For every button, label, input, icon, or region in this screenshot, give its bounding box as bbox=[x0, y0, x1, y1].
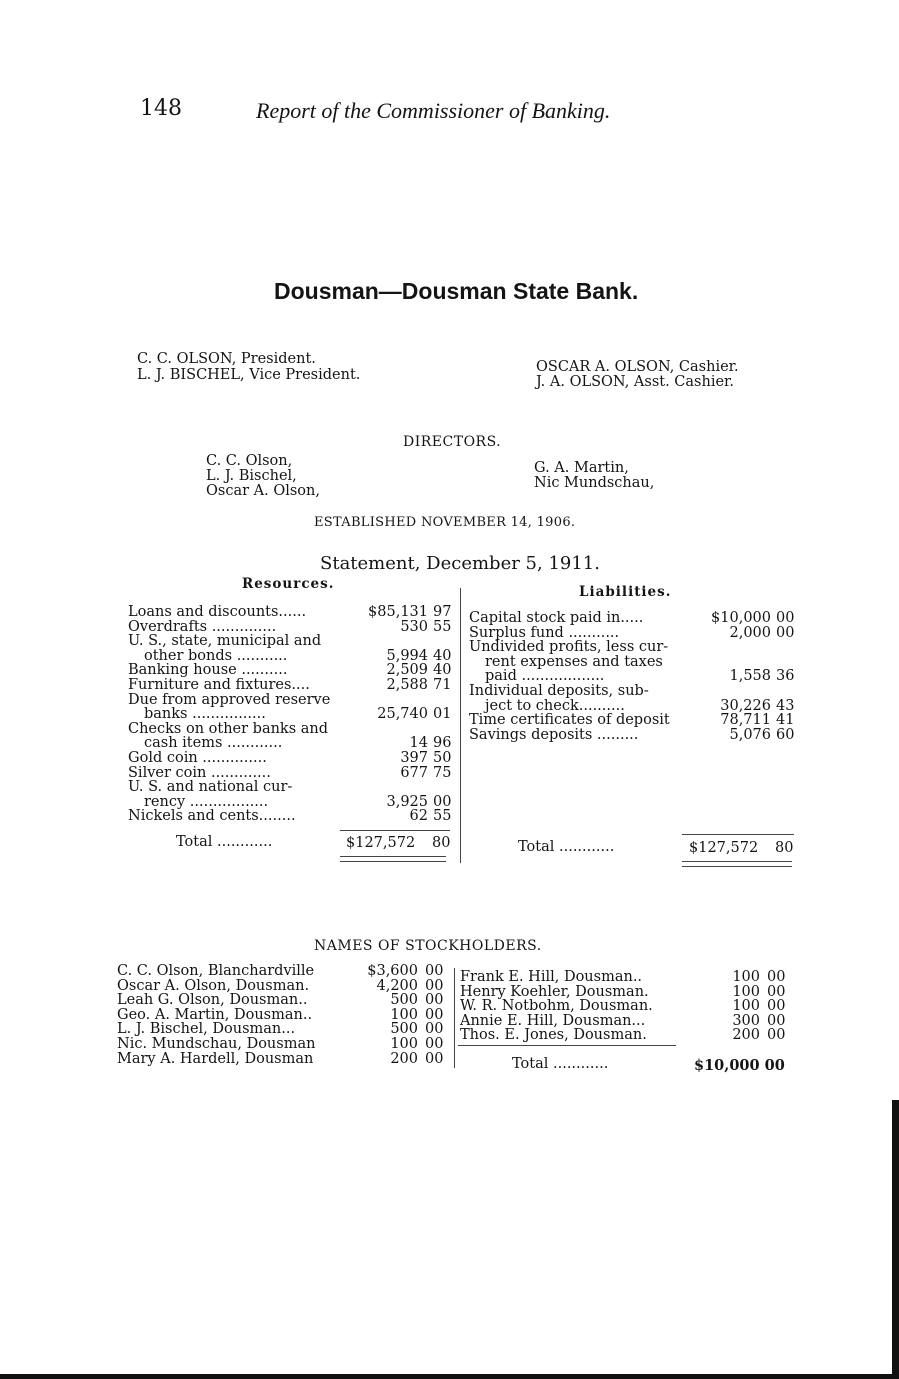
officer-cashier: OSCAR A. OLSON, Cashier. bbox=[536, 359, 739, 375]
row-cents: 75 bbox=[433, 764, 452, 781]
row-dollars: 100 bbox=[390, 1006, 418, 1023]
row-label: Individual deposits, sub- bbox=[469, 683, 649, 699]
row-dollars: 100 bbox=[390, 1036, 418, 1052]
row-cents: 00 bbox=[425, 1036, 444, 1052]
row-cents: 00 bbox=[776, 610, 795, 626]
row-label: Silver coin ............. bbox=[128, 764, 271, 781]
row-label: Annie E. Hill, Dousman... bbox=[460, 1012, 646, 1029]
row-cents: 97 bbox=[433, 604, 452, 620]
stockholders-total-label: Total ............ bbox=[512, 1056, 609, 1072]
stockholders-divider bbox=[454, 968, 455, 1068]
row-dollars: 4,200 bbox=[376, 977, 418, 994]
officer-asst-cashier: J. A. OLSON, Asst. Cashier. bbox=[536, 374, 734, 390]
resources-total-rule bbox=[340, 830, 450, 831]
row-dollars: 530 bbox=[400, 618, 428, 635]
row-dollars: 200 bbox=[390, 1050, 418, 1067]
row-label: Geo. A. Martin, Dousman.. bbox=[117, 1006, 313, 1023]
row-dollars: 100 bbox=[732, 969, 760, 985]
row-dollars: 1,558 bbox=[729, 668, 771, 685]
resources-double-rule bbox=[340, 856, 446, 862]
row-label: Capital stock paid in..... bbox=[469, 610, 644, 626]
row-label: other bonds ........... bbox=[144, 647, 288, 664]
row-label: Undivided profits, less cur- bbox=[469, 639, 669, 656]
liabilities-double-rule bbox=[682, 861, 792, 867]
officer-president: C. C. OLSON, President. bbox=[137, 351, 316, 367]
director-name: Nic Mundschau, bbox=[534, 475, 655, 491]
officer-vice-president: L. J. BISCHEL, Vice President. bbox=[137, 367, 361, 383]
column-divider bbox=[460, 588, 461, 863]
director-name: Oscar A. Olson, bbox=[206, 483, 320, 499]
statement-title: Statement, December 5, 1911. bbox=[320, 553, 600, 574]
row-dollars: 677 bbox=[400, 764, 428, 781]
row-dollars: $85,131 bbox=[368, 604, 428, 620]
row-label: cash items ............ bbox=[144, 735, 283, 752]
directors-heading: DIRECTORS. bbox=[403, 434, 502, 450]
row-label: Savings deposits ......... bbox=[469, 726, 639, 743]
row-cents: 00 bbox=[425, 977, 444, 994]
row-label: L. J. Bischel, Dousman... bbox=[117, 1021, 296, 1038]
row-label: U. S. and national cur- bbox=[128, 779, 293, 796]
liabilities-total-rule bbox=[682, 834, 794, 835]
row-label: Overdrafts .............. bbox=[128, 618, 277, 635]
row-cents: 60 bbox=[776, 726, 795, 743]
resources-total-label: Total ............ bbox=[176, 834, 273, 850]
row-cents: 00 bbox=[767, 969, 786, 985]
row-cents: 00 bbox=[767, 1027, 786, 1044]
row-label: Time certificates of deposit bbox=[469, 712, 670, 729]
row-cents: 36 bbox=[776, 668, 795, 685]
liabilities-total-label: Total ............ bbox=[518, 839, 615, 855]
row-cents: 00 bbox=[425, 963, 444, 979]
row-label: paid .................. bbox=[485, 668, 605, 685]
row-cents: 96 bbox=[433, 735, 452, 752]
bank-title: Dousman—Dousman State Bank. bbox=[274, 278, 639, 304]
liabilities-total-cents: 80 bbox=[775, 840, 794, 856]
row-cents: 00 bbox=[425, 992, 444, 1009]
row-dollars: 2,588 bbox=[386, 677, 428, 693]
row-cents: 00 bbox=[767, 998, 786, 1015]
scan-edge-bottom bbox=[0, 1374, 899, 1379]
director-name: C. C. Olson, bbox=[206, 453, 293, 469]
row-label: Gold coin .............. bbox=[128, 750, 267, 766]
row-label: Loans and discounts...... bbox=[128, 604, 307, 620]
row-dollars: 5,076 bbox=[729, 726, 771, 743]
row-label: Henry Koehler, Dousman. bbox=[460, 983, 649, 1000]
row-label: banks ................ bbox=[144, 706, 266, 723]
row-dollars: 2,509 bbox=[386, 662, 428, 679]
scan-edge-right bbox=[892, 1100, 899, 1379]
liabilities-heading: Liabilities. bbox=[579, 584, 672, 600]
row-label: Banking house .......... bbox=[128, 662, 288, 679]
row-cents: 55 bbox=[433, 808, 452, 825]
row-cents: 00 bbox=[425, 1050, 444, 1067]
running-title: Report of the Commissioner of Banking. bbox=[256, 98, 611, 123]
row-label: Surplus fund ........... bbox=[469, 624, 620, 641]
row-dollars: 2,000 bbox=[729, 624, 771, 641]
row-label: Oscar A. Olson, Dousman. bbox=[117, 977, 310, 994]
row-cents: 00 bbox=[425, 1021, 444, 1038]
row-label: Mary A. Hardell, Dousman bbox=[117, 1050, 314, 1067]
row-label: Nickels and cents........ bbox=[128, 808, 296, 825]
row-dollars: $3,600 bbox=[367, 963, 418, 979]
established-date: ESTABLISHED NOVEMBER 14, 1906. bbox=[314, 515, 576, 530]
row-dollars: 397 bbox=[400, 750, 428, 766]
row-cents: 41 bbox=[776, 712, 795, 729]
page-number: 148 bbox=[140, 96, 182, 121]
row-dollars: 100 bbox=[732, 998, 760, 1015]
row-label: C. C. Olson, Blanchardville bbox=[117, 963, 315, 979]
row-label: rency ................. bbox=[144, 793, 269, 810]
row-cents: 55 bbox=[433, 618, 452, 635]
resources-total-dollars: $127,572 bbox=[346, 835, 416, 851]
row-label: Leah G. Olson, Dousman.. bbox=[117, 992, 308, 1009]
row-dollars: 500 bbox=[390, 1021, 418, 1038]
row-label: ject to check.......... bbox=[485, 697, 625, 714]
row-dollars: 62 bbox=[409, 808, 428, 825]
stockholders-total-value: $10,000 00 bbox=[694, 1057, 785, 1074]
row-dollars: 200 bbox=[732, 1027, 760, 1044]
row-dollars: 5,994 bbox=[386, 647, 428, 664]
row-label: W. R. Notbohm, Dousman. bbox=[460, 998, 653, 1015]
row-cents: 00 bbox=[433, 793, 452, 810]
row-dollars: 78,711 bbox=[720, 712, 771, 729]
row-dollars: 100 bbox=[732, 983, 760, 1000]
row-cents: 40 bbox=[433, 662, 452, 679]
row-label: Due from approved reserve bbox=[128, 691, 331, 708]
row-dollars: 30,226 bbox=[720, 697, 771, 714]
row-label: Furniture and fixtures.... bbox=[128, 677, 310, 693]
row-cents: 00 bbox=[767, 1012, 786, 1029]
row-dollars: 500 bbox=[390, 992, 418, 1009]
liabilities-total-dollars: $127,572 bbox=[689, 840, 759, 856]
row-dollars: 3,925 bbox=[386, 793, 428, 810]
stockholders-heading: NAMES OF STOCKHOLDERS. bbox=[314, 938, 542, 954]
row-cents: 00 bbox=[425, 1006, 444, 1023]
row-dollars: 25,740 bbox=[377, 706, 428, 723]
row-cents: 50 bbox=[433, 750, 452, 766]
row-cents: 00 bbox=[776, 624, 795, 641]
stockholders-total-rule bbox=[458, 1045, 676, 1046]
row-dollars: 300 bbox=[732, 1012, 760, 1029]
row-dollars: 14 bbox=[409, 735, 428, 752]
row-label: Frank E. Hill, Dousman.. bbox=[460, 969, 643, 985]
row-label: Checks on other banks and bbox=[128, 720, 329, 737]
row-dollars: $10,000 bbox=[711, 610, 771, 626]
resources-total-cents: 80 bbox=[432, 835, 451, 851]
row-cents: 40 bbox=[433, 647, 452, 664]
resources-heading: Resources. bbox=[242, 576, 335, 592]
row-label: U. S., state, municipal and bbox=[128, 633, 322, 650]
row-cents: 01 bbox=[433, 706, 452, 723]
director-name: L. J. Bischel, bbox=[206, 468, 297, 484]
director-name: G. A. Martin, bbox=[534, 460, 629, 476]
row-label: rent expenses and taxes bbox=[485, 653, 663, 670]
row-cents: 71 bbox=[433, 677, 452, 693]
row-label: Thos. E. Jones, Dousman. bbox=[460, 1027, 647, 1044]
row-cents: 00 bbox=[767, 983, 786, 1000]
row-cents: 43 bbox=[776, 697, 795, 714]
row-label: Nic. Mundschau, Dousman bbox=[117, 1036, 316, 1052]
